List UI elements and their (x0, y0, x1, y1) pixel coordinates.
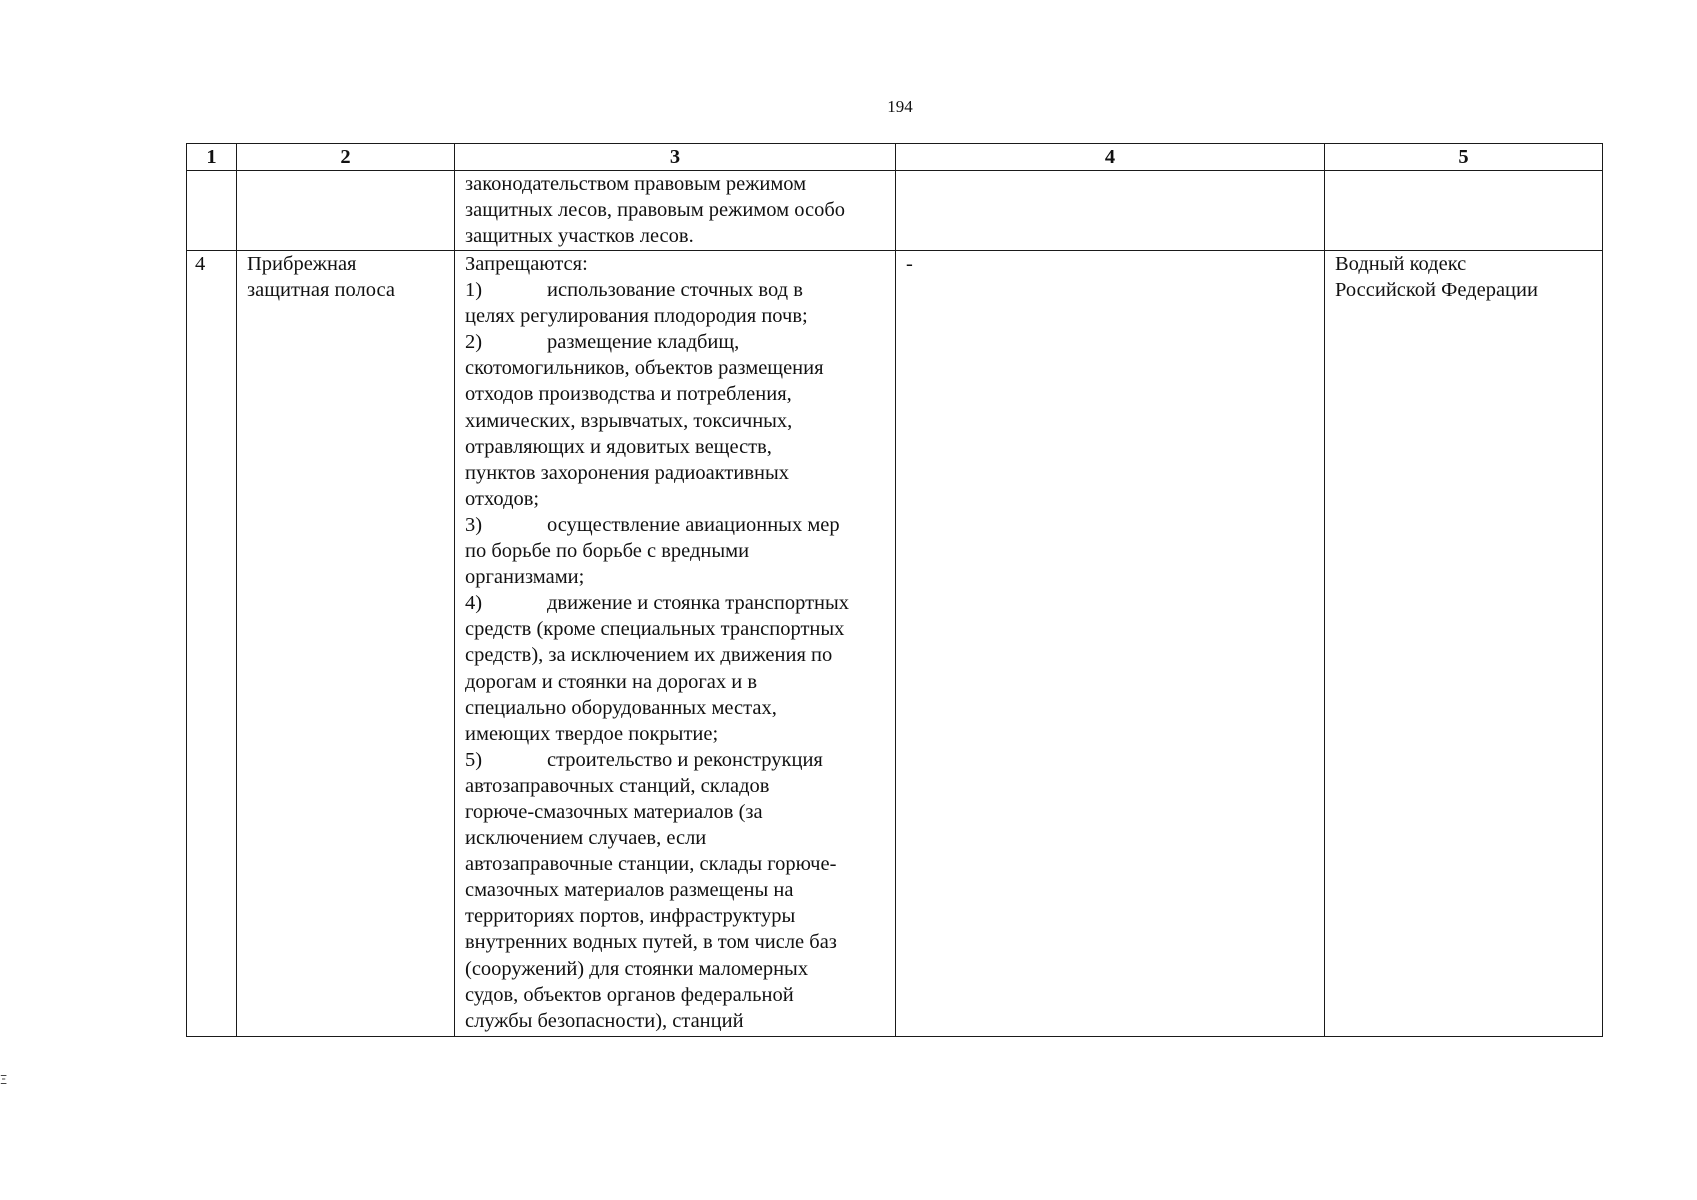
text-line: защитных лесов, правовым режимом особо (465, 199, 846, 222)
cell-number: 4 (187, 251, 237, 1037)
text-line: внутренних водных путей, в том числе баз (465, 931, 837, 954)
restriction-item-4-first (465, 590, 885, 616)
item-text: строительство и реконструкция (547, 748, 823, 771)
text-line: дорогам и стоянки на дорогах и в (465, 670, 758, 693)
text-line: автозаправочных станций, складов (465, 774, 770, 797)
item-text: осуществление авиационных мер (547, 513, 840, 536)
column-header-1: 1 (187, 144, 237, 171)
item-number: 1) (465, 279, 483, 302)
text-line: судов, объектов органов федеральной (465, 983, 794, 1006)
text-line: средств (кроме специальных транспортных (465, 618, 845, 641)
text-line: скотомогильников, объектов размещения (465, 357, 824, 380)
cell-column-4 (896, 171, 1325, 251)
column-header-3: 3 (455, 144, 896, 171)
column-header-5: 5 (1325, 144, 1603, 171)
text-line: отходов производства и потребления, (465, 383, 792, 406)
text-line: организмами; (465, 566, 585, 589)
restrictions-intro: Запрещаются: (465, 253, 588, 275)
cell-legal-basis (1325, 251, 1603, 1037)
text-line: Прибрежная (247, 253, 357, 275)
table-row-coastal-strip (187, 251, 1603, 1037)
restriction-item-3-first (465, 512, 885, 538)
text-line: (сооружений) для стоянки маломерных (465, 957, 809, 980)
text-line: территориях портов, инфраструктуры (465, 905, 796, 928)
text-line: законодательством правовым режимом (465, 173, 807, 195)
item-text: движение и стоянка транспортных (547, 592, 850, 615)
table-row-continuation (187, 171, 1603, 251)
text-line: отравляющих и ядовитых веществ, (465, 435, 772, 458)
cell-zone-name (237, 171, 455, 251)
text-line: Водный кодекс (1335, 253, 1467, 275)
text-line: химических, взрывчатых, токсичных, (465, 409, 793, 432)
item-number: 4) (465, 592, 483, 615)
text-line: отходов; (465, 487, 540, 510)
page-number: 194 (887, 97, 913, 116)
column-header-4: 4 (896, 144, 1325, 171)
text-line: средств), за исключением их движения по (465, 644, 833, 667)
text-line: специально оборудованных местах, (465, 696, 777, 719)
item-number: 2) (465, 331, 483, 354)
text-line: имеющих твердое покрытие; (465, 722, 719, 745)
margin-scan-mark: Ξ (0, 1073, 8, 1087)
restriction-item-2-first (465, 329, 885, 355)
table-header-row (187, 144, 1603, 171)
cell-legal-basis (1325, 171, 1603, 251)
text-line: службы безопасности), станций (465, 1009, 744, 1032)
text-line: смазочных материалов размещены на (465, 879, 794, 902)
cell-number (187, 171, 237, 251)
text-line: пунктов захоронения радиоактивных (465, 461, 789, 484)
text-line: горюче-смазочных материалов (за (465, 800, 763, 823)
text-line: Российской Федерации (1335, 279, 1538, 302)
regulations-table (186, 143, 1603, 1037)
text-line: по борьбе по борьбе с вредными (465, 540, 750, 563)
text-line: автозаправочные станции, склады горюче- (465, 853, 837, 876)
item-number: 5) (465, 748, 483, 771)
item-number: 3) (465, 513, 483, 536)
item-text: размещение кладбищ, (547, 331, 740, 354)
cell-column-4: - (896, 251, 1325, 1037)
item-text: использование сточных вод в (547, 279, 803, 302)
text-line: исключением случаев, если (465, 827, 707, 850)
restriction-item-1-first (465, 277, 885, 303)
cell-restrictions (455, 251, 896, 1037)
text-line: защитная полоса (247, 279, 395, 302)
column-header-2: 2 (237, 144, 455, 171)
cell-zone-name (237, 251, 455, 1037)
restriction-item-5-first (465, 747, 885, 773)
cell-restrictions (455, 171, 896, 251)
text-line: целях регулирования плодородия почв; (465, 305, 808, 328)
text-line: защитных участков лесов. (465, 225, 694, 248)
